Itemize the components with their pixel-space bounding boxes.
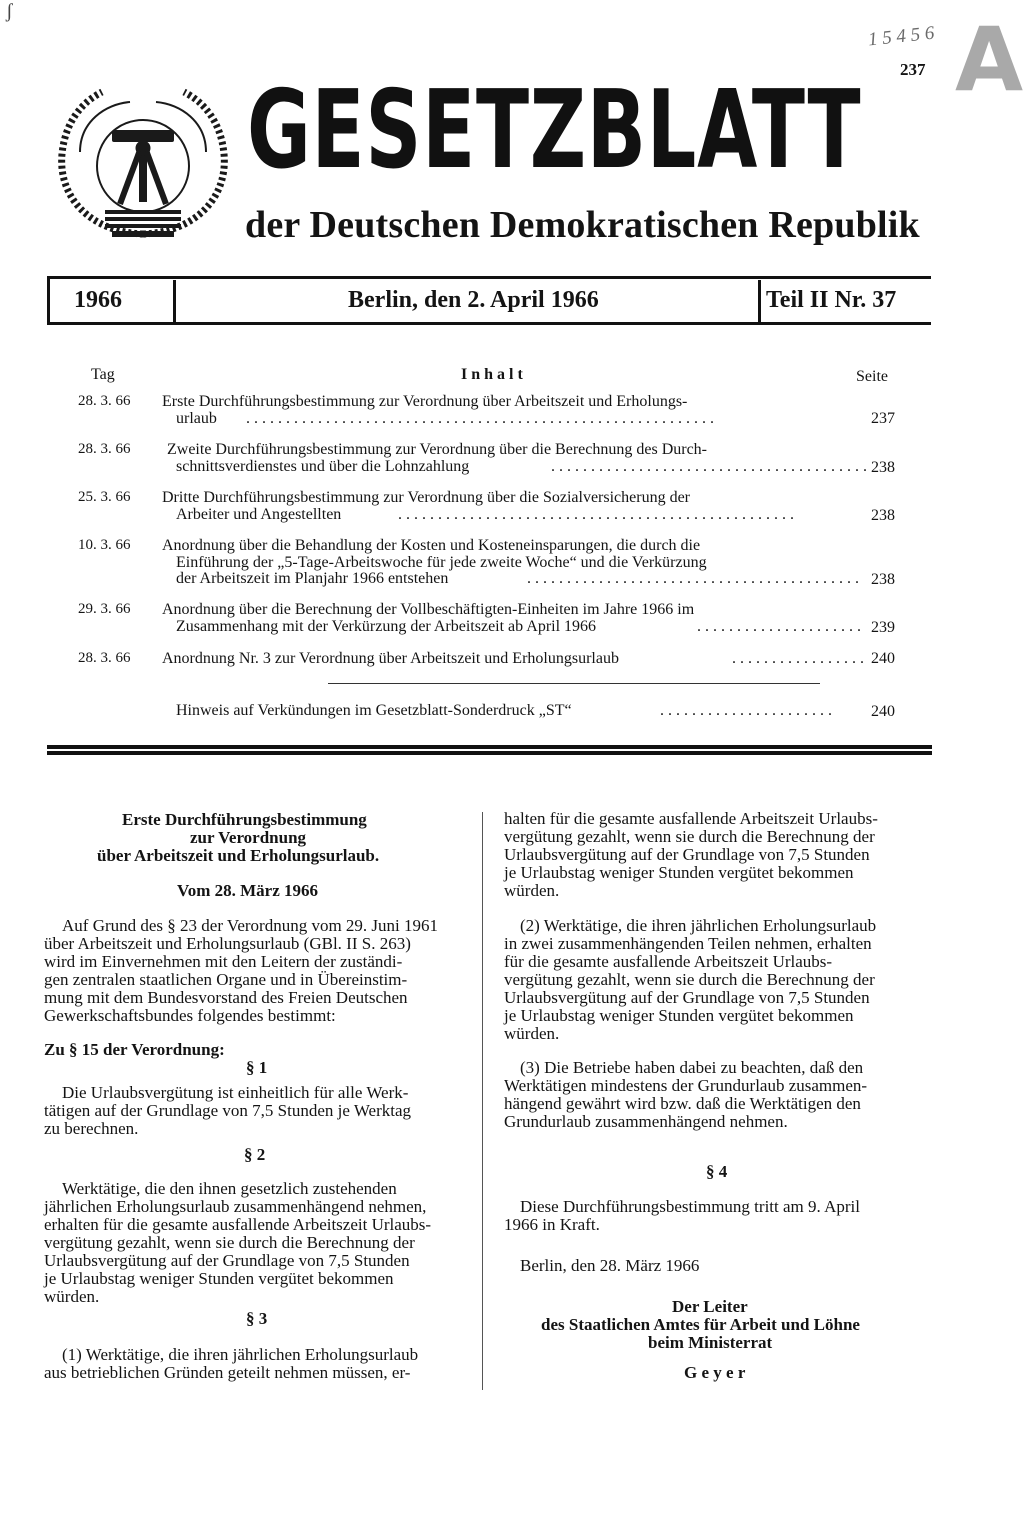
body-line: in zwei zusammenhängenden Teilen nehmen, erhalten <box>504 934 872 953</box>
article-heading-line: zur Verordnung <box>190 828 307 847</box>
toc-entry-page: 238 <box>871 507 895 524</box>
toc-entry-title: Einführung der „5-Tage-Arbeitswoche für jede zweite Woche“ und die Verkürzung <box>176 554 707 571</box>
toc-entry-date: 28. 3. 66 <box>78 393 131 409</box>
archive-stamp-letter: A <box>955 8 1024 111</box>
issue-place-date: Berlin, den 2. April 1966 <box>348 287 599 313</box>
toc-leader-dots: . . . . . . . . . . . . . . . . . . . . . . . . . . . . . . . . . . . . . . . . . . <box>527 570 859 587</box>
signature-name: G e y e r <box>684 1363 746 1382</box>
issue-bar-divider <box>758 280 761 322</box>
issue-bar-bottom-rule <box>47 322 931 325</box>
toc-leader-dots: . . . . . . . . . . . . . . . . . <box>732 650 864 667</box>
toc-leader-dots: . . . . . . . . . . . . . . . . . . . . . . . . . . . . . . . . . . . . . . . . . . . . . . . . . . <box>398 506 794 523</box>
body-line: Werktätige, die den ihnen gesetzlich zustehenden <box>62 1179 397 1198</box>
article-heading-line: Erste Durchführungsbestimmung <box>122 810 367 829</box>
body-line: vergütung gezahlt, wenn sie durch die Berechnung der <box>44 1233 415 1252</box>
toc-entry-title: Anordnung über die Behandlung der Kosten und Kosteneinsparungen, die durch die <box>162 537 701 554</box>
body-line: 1966 in Kraft. <box>504 1215 600 1234</box>
article-date-line: Vom 28. März 1966 <box>177 881 319 900</box>
signature-title: des Staatlichen Amtes für Arbeit und Löhne <box>541 1315 860 1334</box>
toc-entry-title: schnittsverdienstes und über die Lohnzahlung <box>176 458 470 475</box>
toc-entry-title: Zweite Durchführungsbestimmung zur Verordnung über die Berechnung des Durch- <box>167 441 707 458</box>
body-line: je Urlaubstag weniger Stunden vergütet bekommen <box>504 863 854 882</box>
toc-leader-dots: . . . . . . . . . . . . . . . . . . . . . . . . . . . . . . . . . . . . . . . . . . . . . . . . . . . . . . . . . . . <box>246 410 714 427</box>
toc-entry-page: 238 <box>871 459 895 476</box>
body-line: zu berechnen. <box>44 1119 139 1138</box>
body-line: je Urlaubstag weniger Stunden vergütet bekommen <box>44 1269 394 1288</box>
body-line: würden. <box>504 1024 560 1043</box>
toc-entry-title: urlaub <box>176 410 217 427</box>
body-line: für die gesamte ausfallende Arbeitszeit Urlaubs- <box>504 952 833 971</box>
signature-title: Der Leiter <box>672 1297 748 1316</box>
body-line: (1) Werktätige, die ihren jährlichen Erholungsurlaub <box>62 1345 419 1364</box>
toc-leader-dots: . . . . . . . . . . . . . . . . . . . . . . <box>660 702 832 719</box>
body-line: halten für die gesamte ausfallende Arbeitszeit Urlaubs- <box>504 809 878 828</box>
body-line: Urlaubsvergütung auf der Grundlage von 7,5 Stunden <box>44 1251 410 1270</box>
preamble-line: Auf Grund des § 23 der Verordnung vom 29. Juni 1961 <box>62 916 439 935</box>
toc-entry-title: Arbeiter und Angestellten <box>176 506 342 523</box>
toc-entry-title: Anordnung über die Berechnung der Vollbeschäftigten-Einheiten im Jahre 1966 im <box>162 601 695 618</box>
toc-entry-title: Erste Durchführungsbestimmung zur Verordnung über Arbeitszeit und Erholungs- <box>162 393 688 410</box>
issue-bar-top-rule <box>47 276 931 279</box>
preamble-line: gen zentralen staatlichen Organe und in Übereinstim- <box>44 970 408 989</box>
issue-bar-left-rule <box>47 276 50 325</box>
body-line: je Urlaubstag weniger Stunden vergütet bekommen <box>504 1006 854 1025</box>
body-line: Werktätigen mindestens der Grundurlaub zusammen- <box>504 1076 868 1095</box>
body-line: (3) Die Betriebe haben dabei zu beachten, daß den <box>520 1058 864 1077</box>
signature-title: beim Ministerrat <box>648 1333 773 1352</box>
body-line: (2) Werktätige, die ihren jährlichen Erholungsurlaub <box>520 916 877 935</box>
corner-pencil-mark: ʃ <box>6 0 13 22</box>
toc-entry-date: 28. 3. 66 <box>78 650 131 666</box>
toc-entry-date: 10. 3. 66 <box>78 537 131 553</box>
state-emblem-hammer-compass-icon <box>50 82 236 250</box>
preamble-line: wird im Einvernehmen mit den Leitern der zuständi- <box>44 952 403 971</box>
section-divider-rule <box>47 751 932 755</box>
toc-leader-dots: . . . . . . . . . . . . . . . . . . . . . <box>697 618 861 635</box>
masthead-title: GESETZBLATT <box>247 68 862 193</box>
body-line: hängend gewährt wird bzw. daß die Werktätigen den <box>504 1094 861 1113</box>
pencil-archive-number: 1 5 4 5 6 <box>867 22 936 51</box>
paragraph-mark: § 2 <box>244 1145 266 1164</box>
toc-notice: Hinweis auf Verkündungen im Gesetzblatt-Sonderdruck „ST“ <box>176 702 572 719</box>
body-line: Urlaubsvergütung auf der Grundlage von 7,5 Stunden <box>504 988 870 1007</box>
body-line: aus betrieblichen Gründen geteilt nehmen müssen, er- <box>44 1363 411 1382</box>
toc-entry-date: 28. 3. 66 <box>78 441 131 457</box>
signature-place-date: Berlin, den 28. März 1966 <box>520 1256 700 1275</box>
issue-number: Teil II Nr. 37 <box>766 287 897 313</box>
paragraph-mark: § 1 <box>246 1058 268 1077</box>
body-line: würden. <box>44 1287 100 1306</box>
body-line: Grundurlaub zusammenhängend nehmen. <box>504 1112 788 1131</box>
section-reference-heading: Zu § 15 der Verordnung: <box>44 1040 225 1059</box>
paragraph-mark: § 3 <box>246 1309 268 1328</box>
page-number: 237 <box>900 60 926 79</box>
masthead-subtitle: der Deutschen Demokratischen Republik <box>245 204 920 246</box>
body-line: erhalten für die gesamte ausfallende Arbeitszeit Urlaubs- <box>44 1215 432 1234</box>
column-divider-rule <box>482 812 483 1390</box>
article-heading-line: über Arbeitszeit und Erholungsurlaub. <box>97 846 380 865</box>
toc-column-date: Tag <box>91 366 115 383</box>
paragraph-mark: § 4 <box>706 1162 728 1181</box>
toc-column-title: I n h a l t <box>461 366 523 383</box>
toc-entry-title: Dritte Durchführungsbestimmung zur Verordnung über die Sozialversicherung der <box>162 489 691 506</box>
toc-entry-date: 29. 3. 66 <box>78 601 131 617</box>
body-line: Die Urlaubsvergütung ist einheitlich für alle Werk- <box>62 1083 409 1102</box>
toc-entry-page: 240 <box>871 650 895 667</box>
toc-entry-title: Zusammenhang mit der Verkürzung der Arbeitszeit ab April 1966 <box>176 618 597 635</box>
body-line: Urlaubsvergütung auf der Grundlage von 7,5 Stunden <box>504 845 870 864</box>
toc-entry-title: der Arbeitszeit im Planjahr 1966 entstehen <box>176 570 449 587</box>
toc-column-page: Seite <box>856 368 888 385</box>
body-line: vergütung gezahlt, wenn sie durch die Berechnung der <box>504 970 875 989</box>
section-divider-rule <box>47 745 932 749</box>
preamble-line: über Arbeitszeit und Erholungsurlaub (GBl. II S. 263) <box>44 934 411 953</box>
issue-year: 1966 <box>74 287 122 313</box>
body-line: Diese Durchführungsbestimmung tritt am 9. April <box>520 1197 860 1216</box>
preamble-line: Gewerkschaftsbundes folgendes bestimmt: <box>44 1006 336 1025</box>
preamble-line: mung mit dem Bundesvorstand des Freien Deutschen <box>44 988 408 1007</box>
body-line: vergütung gezahlt, wenn sie durch die Berechnung der <box>504 827 875 846</box>
toc-entry-page: 237 <box>871 410 895 427</box>
toc-entry-title: Anordnung Nr. 3 zur Verordnung über Arbeitszeit und Erholungsurlaub <box>162 650 619 667</box>
issue-bar-divider <box>173 280 176 322</box>
body-line: jährlichen Erholungsurlaub zusammenhängend nehmen, <box>44 1197 427 1216</box>
toc-entry-page: 239 <box>871 619 895 636</box>
toc-separator-line <box>328 683 820 684</box>
body-line: tätigen auf der Grundlage von 7,5 Stunden je Werktag <box>44 1101 412 1120</box>
toc-entry-date: 25. 3. 66 <box>78 489 131 505</box>
toc-entry-page: 238 <box>871 571 895 588</box>
toc-notice-page: 240 <box>871 703 895 720</box>
toc-leader-dots: . . . . . . . . . . . . . . . . . . . . . . . . . . . . . . . . . . . . . . . . <box>551 458 867 475</box>
body-line: würden. <box>504 881 560 900</box>
